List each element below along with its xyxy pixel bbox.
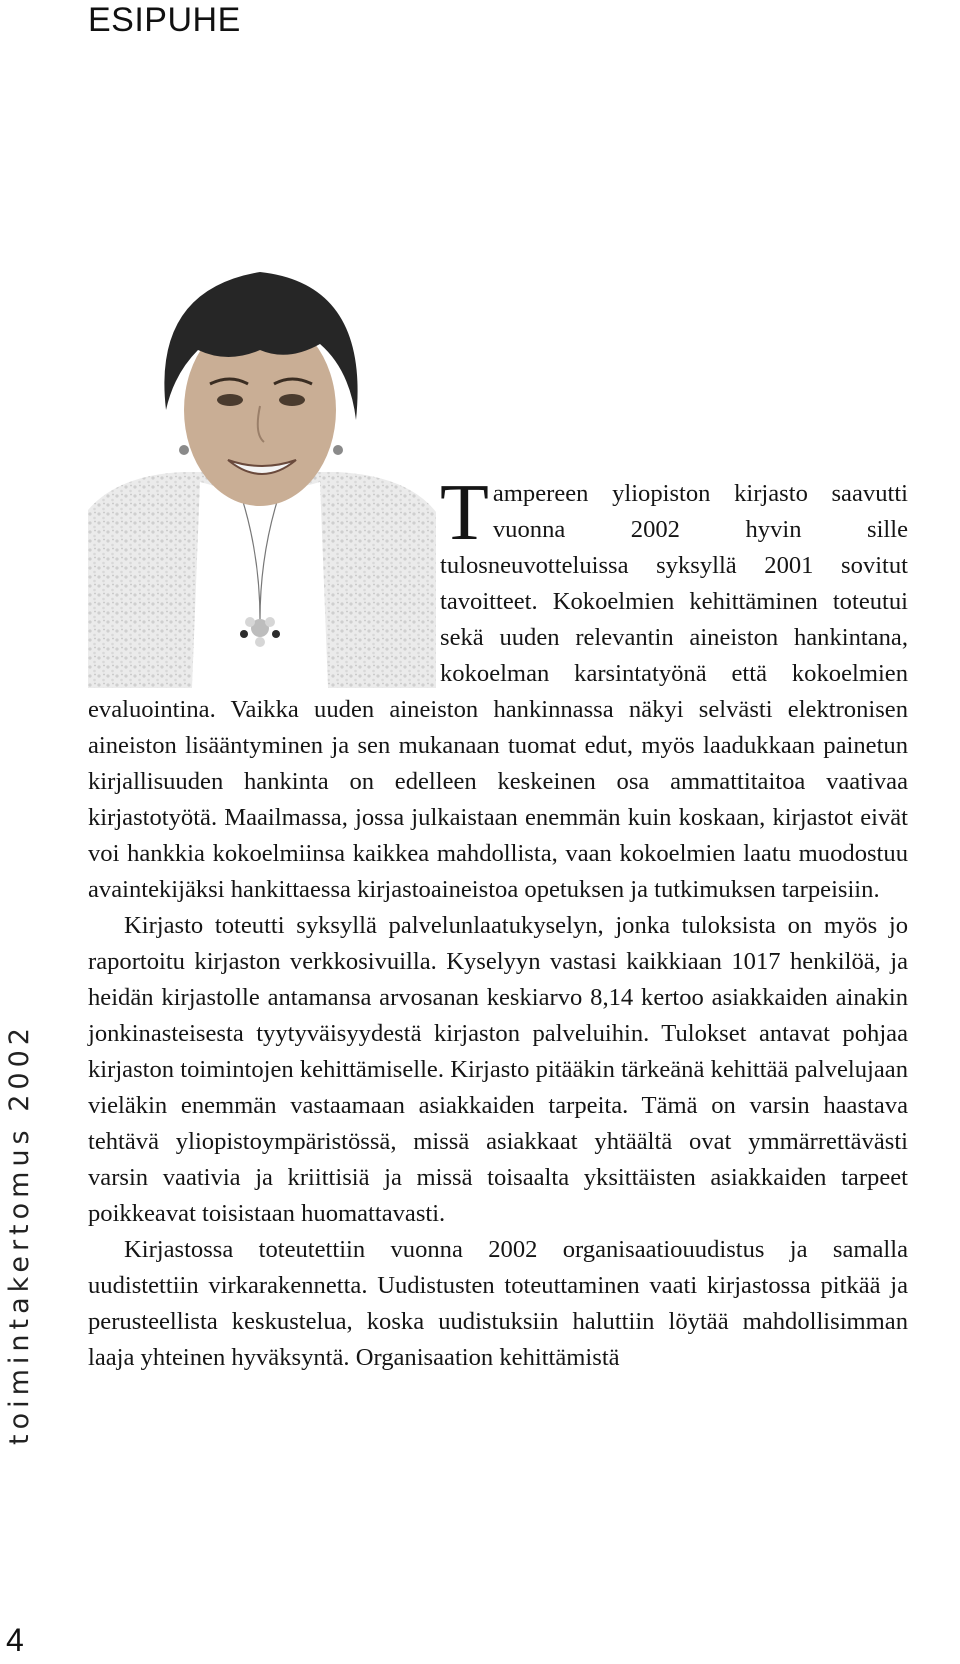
side-running-title: toimintakertomus 2002 [4,1023,35,1445]
right-eye [279,394,305,406]
page-number: 4 [6,1622,24,1658]
paragraph-2: Kirjasto toteutti syksyllä palvelunlaatukyselyn, jonka tuloksista on myös jo raportoitu kirjaston verkkosivuilla. Kyselyyn vastasi kaikkiaan 1017 henkilöä, ja heidän kirjastolle antamansa arvosanan keskiarvo 8,14 kertoo asiakkaiden ainakin jonkinasteisesta tyytyväisyydestä kirjaston palveluihin. Tulokset antavat pohjaa kirjaston toimintojen kehittämiselle. Kirjasto pitääkin tärkeänä kehittää palvelujaan vieläkin enemmän vastaamaan asiakkaiden tarpeita. Tämä on varsin haastava tehtävä yliopistoympäristössä, missä asiakkaat yhtäältä ovat ymmärrettävästi varsin vaativia ja kriittisiä ja missä toisaalta yksittäisten asiakkaiden tarpeet poikkeavat toisistaan huomattavasti. [88,912,908,1227]
right-earring [333,445,343,455]
article-body [88,469,908,1376]
left-eye [217,394,243,406]
left-earring [179,445,189,455]
paragraph-3: Kirjastossa toteutettiin vuonna 2002 organisaatiouudistus ja samalla uudistettiin virkarakennetta. Uudistusten toteuttaminen vaati kirjastossa pitkää ja perusteellista keskustelua, koska uudistuksiin haluttiin löytää mahdollisimman laaja yhteinen hyväksyntä. Organisaation kehittämistä [88,1236,908,1371]
paragraph-1-text: ampereen yliopiston kirjasto saavutti vuonna 2002 hyvin sille tulosneuvotteluissa syksyllä 2001 sovitut tavoitteet. Kokoelmien kehittäminen toteutui sekä uuden relevantin aineiston hankintana, kokoelman karsintatyönä että kokoelmien evaluointina. Vaikka uuden aineiston hankinnassa näkyi selvästi elektronisen aineiston lisääntyminen ja sen mukanaan tuomat edut, myös laadukkaan painetun kirjallisuuden hankinta on edelleen keskeinen osa ammattitaitoa vaativaa kirjastotyötä. Maailmassa, jossa julkaistaan enemmän kuin koskaan, kirjastot eivät voi hankkia kokoelmiinsa kaikkea mahdollista, vaan kokoelmien laatu muodostuu avaintekijäksi hankittaessa kirjastoaineistoa opetuksen ja tutkimuksen tarpeisiin. [88,480,908,903]
drop-cap: T [440,469,489,557]
page-title: ESIPUHE [88,1,241,39]
portrait-spacer [88,476,440,692]
